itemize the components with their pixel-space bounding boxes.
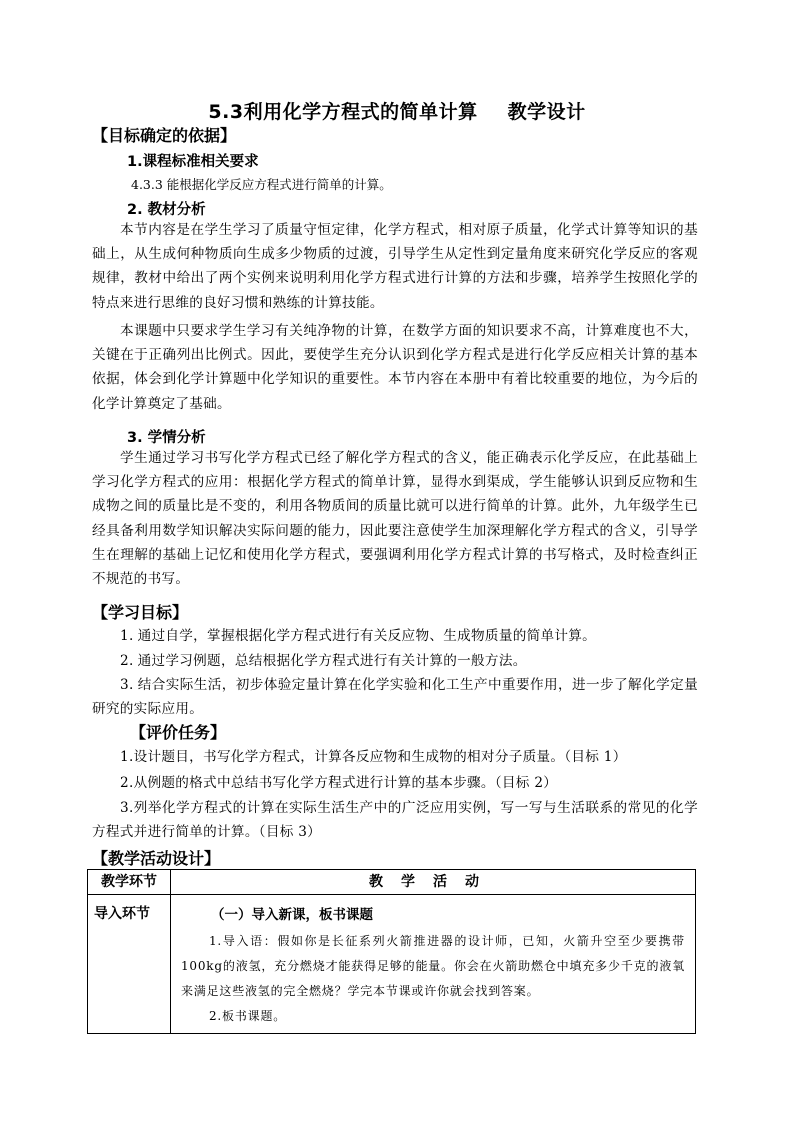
task-text: 设计题目，书写化学方程式，计算各反应物和生成物的相对分子质量。（目标 1） [133, 749, 627, 765]
goal-num: 2. [120, 653, 134, 669]
title-main: 5.3利用化学方程式的简单计算 [208, 101, 478, 123]
activity-heading: 【教学活动设计】 [92, 849, 221, 868]
task-text: 列举化学方程式的计算在实际生活生产中的广泛应用实例，写一写与生活联系的常见的化学方程式并进行简单的计算。（目标 3） [92, 800, 698, 841]
textbook-paragraph-1: 本节内容是在学生学习了质量守恒定律，化学方程式，相对原子质量，化学式计算等知识的基础上，从生成何种物质向生成多少物质的过渡，引导学生从定性到定量角度来研究化学反应的客观规律，教材中给出了两个实例来说明利用化学方程式进行计算的方法和步骤，培养学生按照化学的特点来进行思维的良好习惯和熟练的计算技能。 [92, 222, 698, 311]
goal-num: 1. [120, 628, 134, 644]
standard-heading: 1.课程标准相关要求 [127, 154, 259, 170]
task-item-3 [92, 796, 698, 844]
task-text: 从例题的格式中总结书写化学方程式进行计算的基本步骤。（目标 2） [133, 775, 558, 791]
document-title [0, 97, 794, 124]
goal-text: 结合实际生活，初步体验定量计算在化学实验和化工生产中重要作用，进一步了解化学定量研究的实际应用。 [92, 677, 698, 718]
learner-paragraph: 学生通过学习书写化学方程式已经了解化学方程式的含义，能正确表示化学反应，在此基础上学习化学方程式的应用：根据化学方程式的简单计算，显得水到渠成，学生能够认识到反应物和生成物之间的质量比是不变的，利用各物质间的质量比就可以进行简单的计算。此外，九年级学生已经具备利用数学知识解决实际问题的能力，因此要注意使学生加深理解化学方程式的含义，引导学生在理解的基础上记忆和使用化学方程式，要强调利用化学方程式计算的书写格式，及时检查纠正不规范的书写。 [92, 450, 698, 588]
header-stage: 教学环节 [88, 870, 171, 895]
stage-cell: 导入环节 [88, 895, 171, 1034]
goal-item-3 [92, 673, 698, 721]
activity-paragraph-2: 2.板书课题。 [209, 1009, 287, 1023]
table-header-row [88, 870, 696, 895]
activity-subheading: （一）导入新课，板书课题 [211, 907, 373, 923]
header-activity: 教学活动 [171, 870, 696, 895]
goal-num: 3. [120, 677, 134, 693]
task-num: 3. [120, 800, 134, 816]
tasks-heading: 【评价任务】 [130, 723, 227, 742]
basis-heading: 【目标确定的依据】 [92, 126, 237, 145]
table-row [88, 895, 696, 1034]
goals-heading: 【学习目标】 [92, 603, 189, 622]
learner-heading: 3. 学情分析 [127, 430, 206, 446]
goal-text: 通过学习例题，总结根据化学方程式进行有关计算的一般方法。 [137, 653, 527, 669]
task-item-2 [92, 771, 698, 795]
goal-text: 通过自学，掌握根据化学方程式进行有关反应物、生成物质量的简单计算。 [137, 628, 597, 644]
textbook-heading: 2. 教材分析 [127, 202, 206, 218]
textbook-paragraph-2: 本课题中只要求学生学习有关纯净物的计算，在数学方面的知识要求不高，计算难度也不大，关键在于正确列出比例式。因此，要使学生充分认识到化学方程式是进行化学反应相关计算的基本依据，体会到化学计算题中化学知识的重要性。本节内容在本册中有着比较重要的地位，为今后的化学计算奠定了基础。 [92, 323, 698, 412]
goal-item-2 [92, 649, 698, 673]
activity-cell [171, 895, 696, 1034]
goal-item-1 [92, 624, 698, 648]
standard-text: 4.3.3 能根据化学反应方程式进行简单的计算。 [131, 177, 392, 192]
task-num: 2. [120, 775, 134, 791]
task-num: 1. [120, 749, 134, 765]
task-item-1 [92, 745, 698, 769]
title-suffix: 教学设计 [507, 101, 586, 123]
activity-table [87, 869, 696, 1034]
activity-paragraph-1: 1.导入语：假如你是长征系列火箭推进器的设计师，已知，火箭升空至少要携带100kg的液氢，充分燃烧才能获得足够的能量。你会在火箭助燃仓中填充多少千克的液氧来满足这些液氢的完全燃烧？学完本节课或许你就会找到答案。 [181, 934, 685, 998]
